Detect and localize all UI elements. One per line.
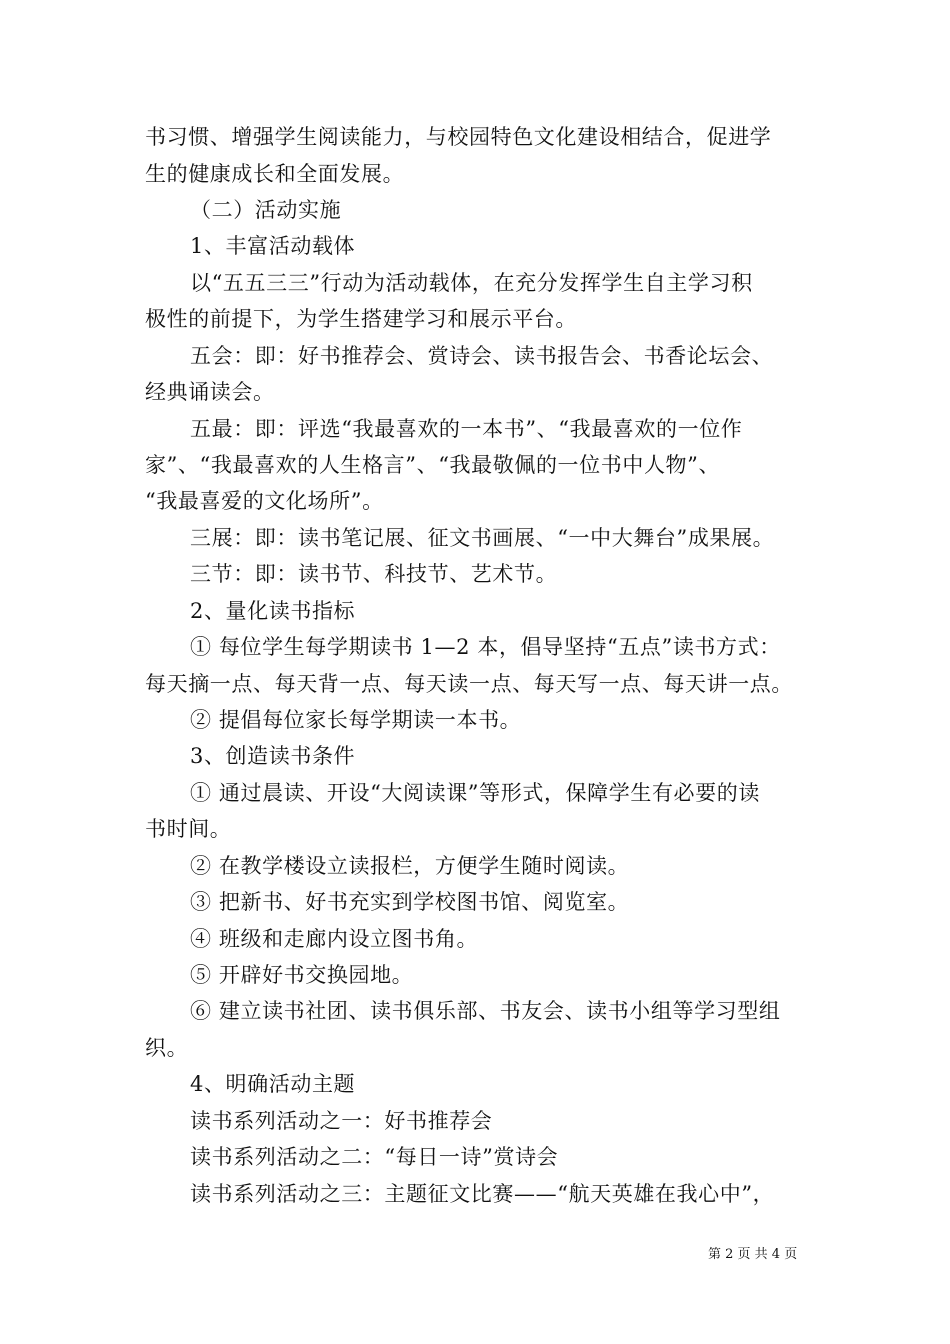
- list-item: ① 每位学生每学期读书 1—2 本，倡导坚持“五点”读书方式：: [190, 635, 781, 659]
- section-heading: （二）活动实施: [190, 198, 342, 222]
- paragraph-line: 读书系列活动之二：“每日一诗”赏诗会: [190, 1145, 559, 1169]
- list-item: ② 提倡每位家长每学期读一本书。: [190, 708, 522, 732]
- list-item: ② 在教学楼设立读报栏，方便学生随时阅读。: [190, 854, 630, 878]
- list-item: ④ 班级和走廊内设立图书角。: [190, 927, 479, 951]
- list-item: ③ 把新书、好书充实到学校图书馆、阅览室。: [190, 890, 630, 914]
- paragraph-line: “我最喜爱的文化场所”。: [145, 489, 384, 513]
- page-number-footer: 第 2 页 共 4 页: [708, 1247, 798, 1262]
- paragraph-line: 五会：即：好书推荐会、赏诗会、读书报告会、书香论坛会、: [190, 344, 774, 368]
- subsection-heading: 4、明确活动主题: [190, 1072, 356, 1096]
- subsection-heading: 3、创造读书条件: [190, 744, 356, 768]
- paragraph-line: 读书系列活动之三：主题征文比赛——“航天英雄在我心中”，: [190, 1182, 775, 1206]
- list-item: ⑤ 开辟好书交换园地。: [190, 963, 414, 987]
- paragraph-line: 经典诵读会。: [145, 380, 275, 404]
- paragraph-line: 家”、“我最喜欢的人生格言”、“我最敬佩的一位书中人物”、: [145, 453, 721, 477]
- paragraph-line: 三展：即：读书笔记展、征文书画展、“一中大舞台”成果展。: [190, 526, 775, 550]
- paragraph-line: 五最：即：评选“我最喜欢的一本书”、“我最喜欢的一位作: [190, 417, 743, 441]
- paragraph-line: 生的健康成长和全面发展。: [145, 162, 405, 186]
- paragraph-line: 读书系列活动之一：好书推荐会: [190, 1109, 493, 1133]
- paragraph-line: 织。: [145, 1036, 189, 1060]
- paragraph-line: 极性的前提下，为学生搭建学习和展示平台。: [145, 307, 577, 331]
- paragraph-line: 以“五五三三”行动为活动载体，在充分发挥学生自主学习积: [190, 271, 753, 295]
- subsection-heading: 1、丰富活动载体: [190, 234, 356, 258]
- paragraph-line: 三节：即：读书节、科技节、艺术节。: [190, 562, 558, 586]
- subsection-heading: 2、量化读书指标: [190, 599, 356, 623]
- paragraph-line: 书习惯、增强学生阅读能力，与校园特色文化建设相结合，促进学: [145, 125, 772, 149]
- list-item: ① 通过晨读、开设“大阅读课”等形式，保障学生有必要的读: [190, 781, 760, 805]
- paragraph-line: 每天摘一点、每天背一点、每天读一点、每天写一点、每天讲一点。: [145, 672, 793, 696]
- list-item: ⑥ 建立读书社团、读书俱乐部、书友会、读书小组等学习型组: [190, 999, 781, 1023]
- paragraph-line: 书时间。: [145, 817, 232, 841]
